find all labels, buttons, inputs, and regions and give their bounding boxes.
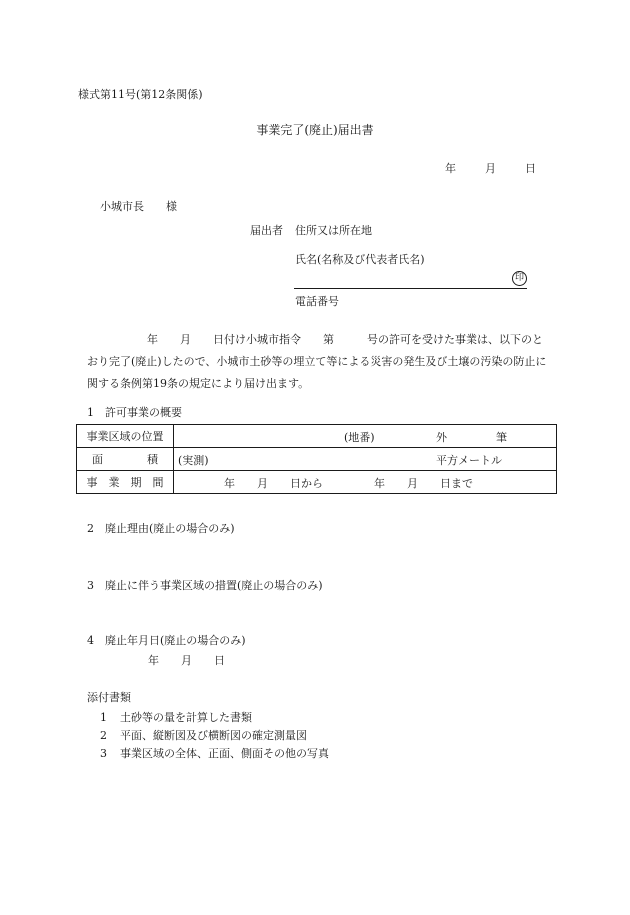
section-1-title: 1 許可事業の概要: [87, 406, 182, 419]
attachments-title: 添付書類: [87, 691, 131, 704]
parcel-count-label: 筆: [496, 431, 507, 444]
measured-label: (実測): [178, 454, 209, 467]
submitter-label: 届出者: [250, 224, 283, 237]
table-row: [77, 471, 557, 494]
submission-date: [445, 160, 536, 176]
period-cell: [174, 471, 557, 494]
attachment-item: 2 平面、縦断図及び横断図の確定測量図: [100, 729, 307, 742]
row-label-period: 事 業 期 間: [77, 471, 174, 494]
table-row: [77, 425, 557, 448]
period-start: 年 月 日から: [224, 477, 323, 490]
form-number: 様式第11号(第12条関係): [78, 88, 203, 101]
phone-label: 電話番号: [295, 295, 339, 308]
area-cell: [174, 448, 557, 471]
period-end: 年 月 日まで: [374, 477, 473, 490]
row-label-area: 面 積: [77, 448, 174, 471]
project-summary-table: [76, 424, 557, 494]
section-4-title: 4 廃止年月日(廃止の場合のみ): [87, 634, 246, 647]
table-row: [77, 448, 557, 471]
date-month: 月: [485, 162, 496, 175]
area-unit-label: 平方メートル: [436, 454, 502, 467]
parcel-number-label: (地番): [344, 431, 375, 444]
section-3-title: 3 廃止に伴う事業区域の措置(廃止の場合のみ): [87, 579, 323, 592]
addressee: 小城市長 様: [100, 200, 177, 213]
row-label-location: 事業区域の位置: [77, 425, 174, 448]
location-cell: [174, 425, 557, 448]
date-day: 日: [525, 162, 536, 175]
outside-label: 外: [436, 431, 447, 444]
address-label: 住所又は所在地: [295, 224, 372, 237]
attachment-item: 1 土砂等の量を計算した書類: [100, 711, 252, 724]
seal-mark: 印: [512, 271, 527, 286]
document-title: 事業完了(廃止)届出書: [256, 123, 374, 137]
section-2-title: 2 廃止理由(廃止の場合のみ): [87, 522, 235, 535]
notification-body: 年 月 日付け小城市指令 第 号の許可を受けた事業は、以下のとおり完了(廃止)したので、小城市土砂等の埋立て等による災害の発生及び土壌の汚染の防止に関する条例第19条の規定により届け出ます。: [87, 333, 547, 390]
attachment-item: 3 事業区域の全体、正面、側面その他の写真: [100, 747, 329, 760]
name-label: 氏名(名称及び代表者氏名): [295, 253, 425, 266]
abolition-date: 年 月 日: [148, 654, 225, 667]
date-year: 年: [445, 162, 456, 175]
signature-line: [294, 288, 527, 289]
